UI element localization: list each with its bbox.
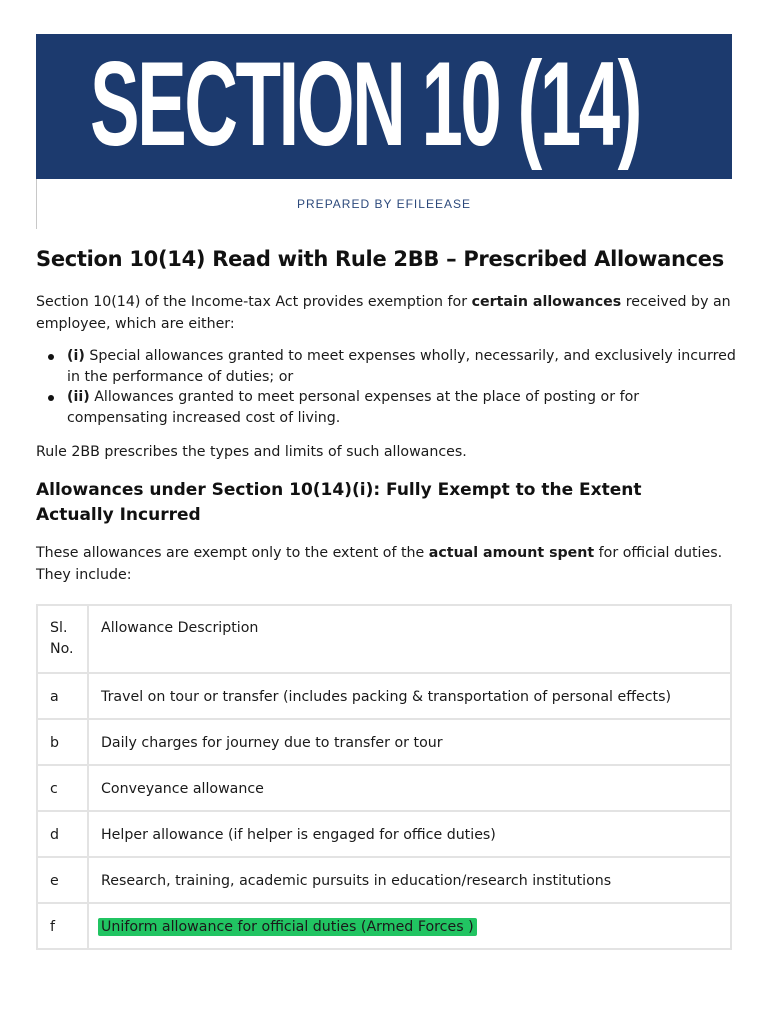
- highlighted-text: Uniform allowance for official duties (Armed Forces ): [98, 918, 477, 936]
- row-description: Daily charges for journey due to transfer or tour: [88, 719, 731, 765]
- document-body: [36, 245, 736, 586]
- table-row: [37, 857, 731, 903]
- subsection-heading: Allowances under Section 10(14)(i): Fully Exempt to the Extent Actually Incurred: [36, 480, 642, 525]
- list-item-text: Allowances granted to meet personal expenses at the place of posting or for compensating increased cost of living.: [67, 389, 640, 426]
- title-banner: [36, 34, 732, 179]
- row-number: b: [37, 719, 88, 765]
- banner-title: SECTION 10 (14): [90, 37, 640, 171]
- row-description: Conveyance allowance: [88, 765, 731, 811]
- row-description: [88, 903, 731, 949]
- prepared-by-label: PREPARED BY EFILEEASE: [297, 197, 471, 211]
- row-description: Travel on tour or transfer (includes packing & transportation of personal effects): [88, 673, 731, 719]
- intro-paragraph: [36, 291, 736, 335]
- row-number: a: [37, 673, 88, 719]
- row-description: Helper allowance (if helper is engaged for office duties): [88, 811, 731, 857]
- rule-paragraph: Rule 2BB prescribes the types and limits of such allowances.: [36, 444, 467, 460]
- row-number: e: [37, 857, 88, 903]
- table-row: [37, 811, 731, 857]
- row-number: d: [37, 811, 88, 857]
- list-item: [36, 387, 736, 428]
- section-heading: Section 10(14) Read with Rule 2BB – Prescribed Allowances: [36, 247, 724, 271]
- table-header-row: [37, 605, 731, 673]
- column-header-description: Allowance Description: [88, 605, 731, 673]
- list-item-marker: (i): [67, 348, 85, 364]
- description-paragraph: [36, 542, 736, 586]
- table-row: [37, 765, 731, 811]
- description-text-end: for official duties. They include:: [36, 545, 723, 583]
- list-item-text: Special allowances granted to meet expenses wholly, necessarily, and exclusively incurred in the performance of duties; or: [67, 348, 736, 385]
- intro-text-end: received by an employee, which are either:: [36, 294, 731, 332]
- description-bold: actual amount spent: [428, 545, 595, 561]
- description-text: These allowances are exempt only to the extent of the: [36, 545, 429, 561]
- intro-bold: certain allowances: [471, 294, 622, 310]
- intro-text: Section 10(14) of the Income-tax Act provides exemption for: [36, 294, 472, 310]
- allowance-types-list: [36, 346, 736, 428]
- list-item-marker: (ii): [67, 389, 90, 405]
- table-row: [37, 903, 731, 949]
- row-number: c: [37, 765, 88, 811]
- row-description: Research, training, academic pursuits in education/research institutions: [88, 857, 731, 903]
- table-row: [37, 673, 731, 719]
- table-row: [37, 719, 731, 765]
- column-header-sl-no: Sl. No.: [37, 605, 88, 673]
- list-item: [36, 346, 736, 387]
- row-number: f: [37, 903, 88, 949]
- allowances-table: [36, 604, 732, 950]
